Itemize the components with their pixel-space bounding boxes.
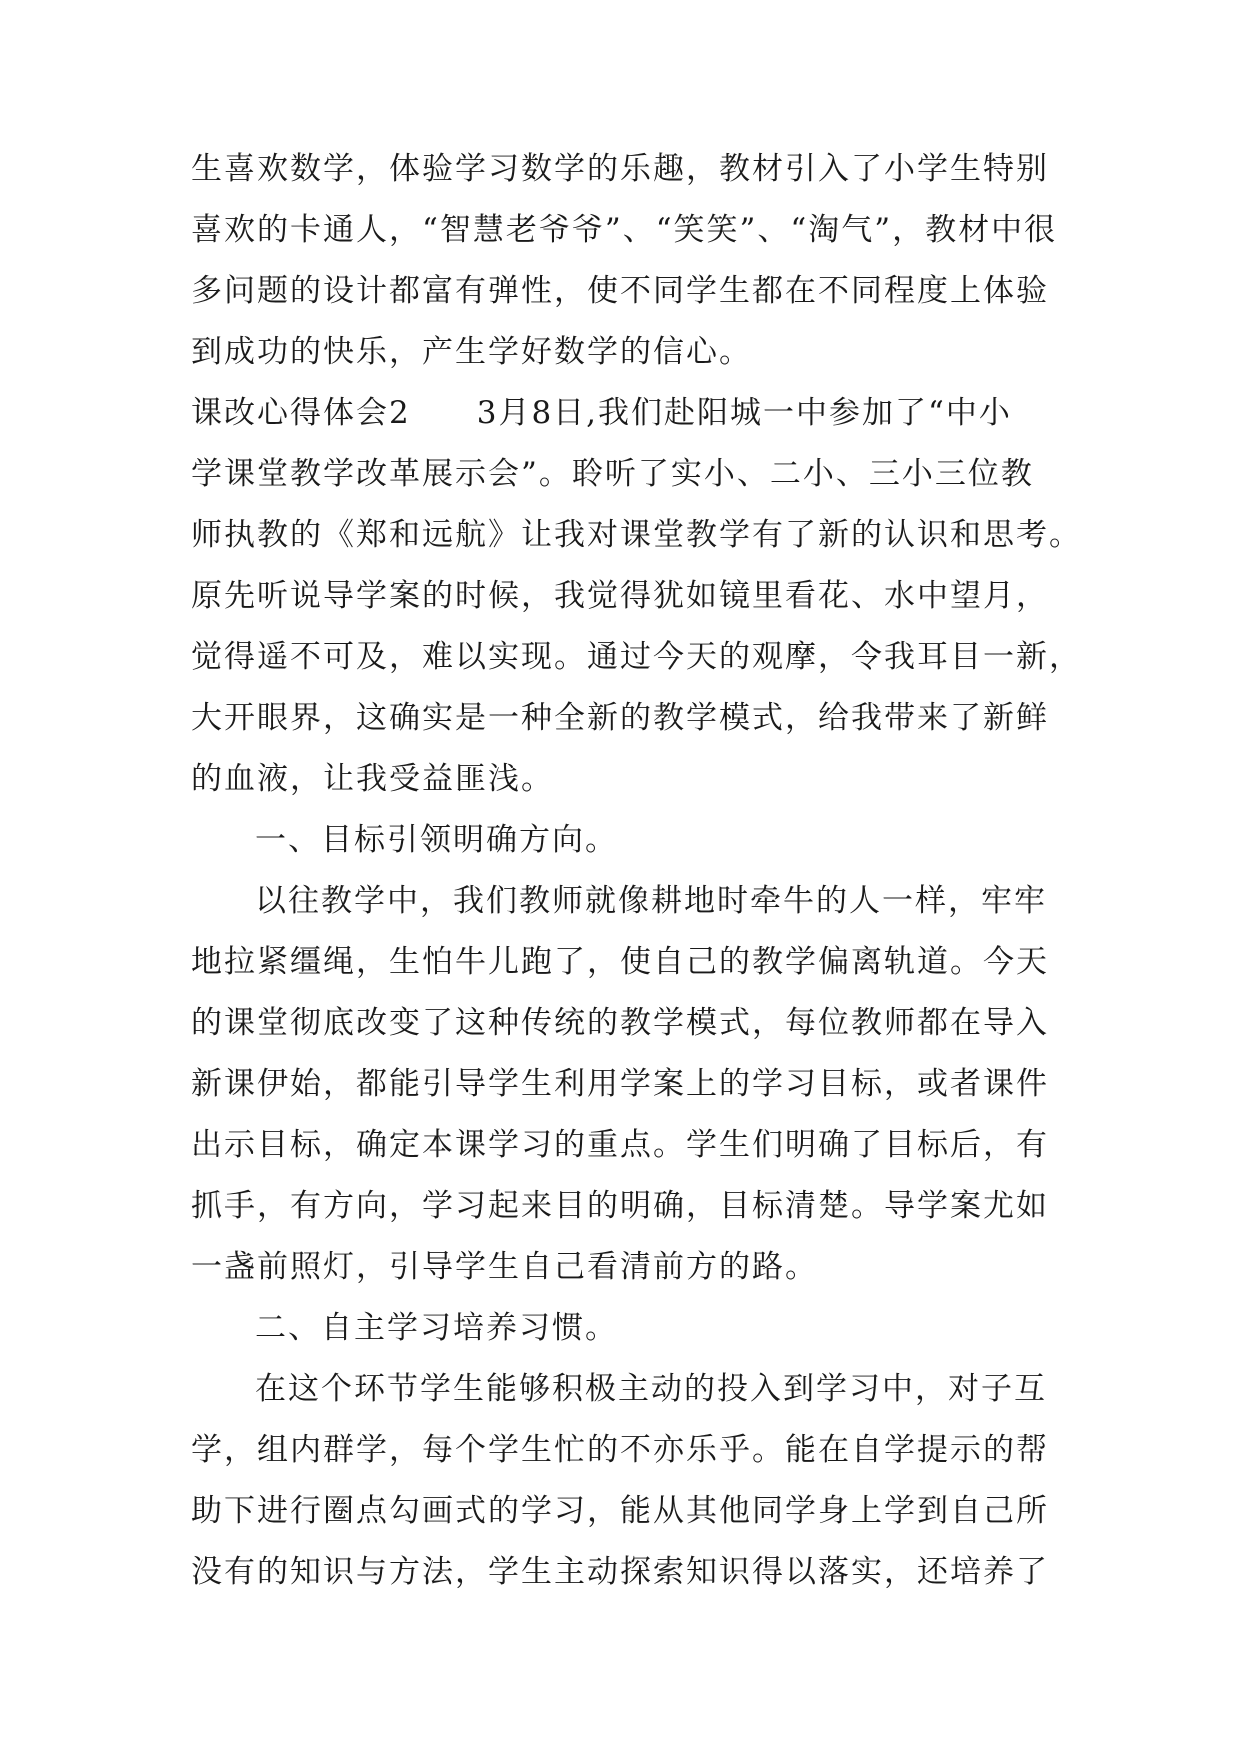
text-line: 学，组内群学，每个学生忙的不亦乐乎。能在自学提示的帮	[191, 1432, 1049, 1468]
text-line: 师执教的《郑和远航》让我对课堂教学有了新的认识和思考。	[191, 517, 1082, 553]
text-line: 觉得遥不可及，难以实现。通过今天的观摩，令我耳目一新，	[191, 639, 1082, 675]
text-line: 生喜欢数学，体验学习数学的乐趣，教材引入了小学生特别	[191, 151, 1049, 187]
text-line: 原先听说导学案的时候，我觉得犹如镜里看花、水中望月，	[191, 578, 1049, 614]
text-line: 的血液，让我受益匪浅。	[191, 761, 554, 797]
text-line: 一盏前照灯，引导学生自己看清前方的路。	[191, 1249, 818, 1285]
text-line: 抓手，有方向，学习起来目的明确，目标清楚。导学案尤如	[191, 1188, 1049, 1224]
text-line: 出示目标，确定本课学习的重点。学生们明确了目标后，有	[191, 1127, 1049, 1163]
subheading-line: 一、目标引领明确方向。	[255, 822, 618, 858]
text-line: 地拉紧缰绳，生怕牛儿跑了，使自己的教学偏离轨道。今天	[191, 944, 1049, 980]
text-line: 新课伊始，都能引导学生利用学案上的学习目标，或者课件	[191, 1066, 1049, 1102]
text-line: 的课堂彻底改变了这种传统的教学模式，每位教师都在导入	[191, 1005, 1049, 1041]
text-line: 学课堂教学改革展示会”。聆听了实小、二小、三小三位教	[191, 456, 1034, 492]
text-line: 到成功的快乐，产生学好数学的信心。	[191, 334, 752, 370]
text-line: 大开眼界，这确实是一种全新的教学模式，给我带来了新鲜	[191, 700, 1049, 736]
text-line: 没有的知识与方法，学生主动探索知识得以落实，还培养了	[191, 1554, 1049, 1590]
text-line: 多问题的设计都富有弹性，使不同学生都在不同程度上体验	[191, 273, 1049, 309]
paragraph-first-line: 在这个环节学生能够积极主动的投入到学习中，对子互	[255, 1371, 1047, 1407]
subheading-line: 二、自主学习培养习惯。	[255, 1310, 618, 1346]
section-heading-line: 课改心得体会2 3月8日,我们赴阳城一中参加了“中小	[191, 395, 1012, 431]
paragraph-first-line: 以往教学中，我们教师就像耕地时牵牛的人一样，牢牢	[255, 883, 1047, 919]
text-line: 助下进行圈点勾画式的学习，能从其他同学身上学到自己所	[191, 1493, 1049, 1529]
text-line: 喜欢的卡通人，“智慧老爷爷”、“笑笑”、“淘气”，教材中很	[191, 212, 1058, 248]
